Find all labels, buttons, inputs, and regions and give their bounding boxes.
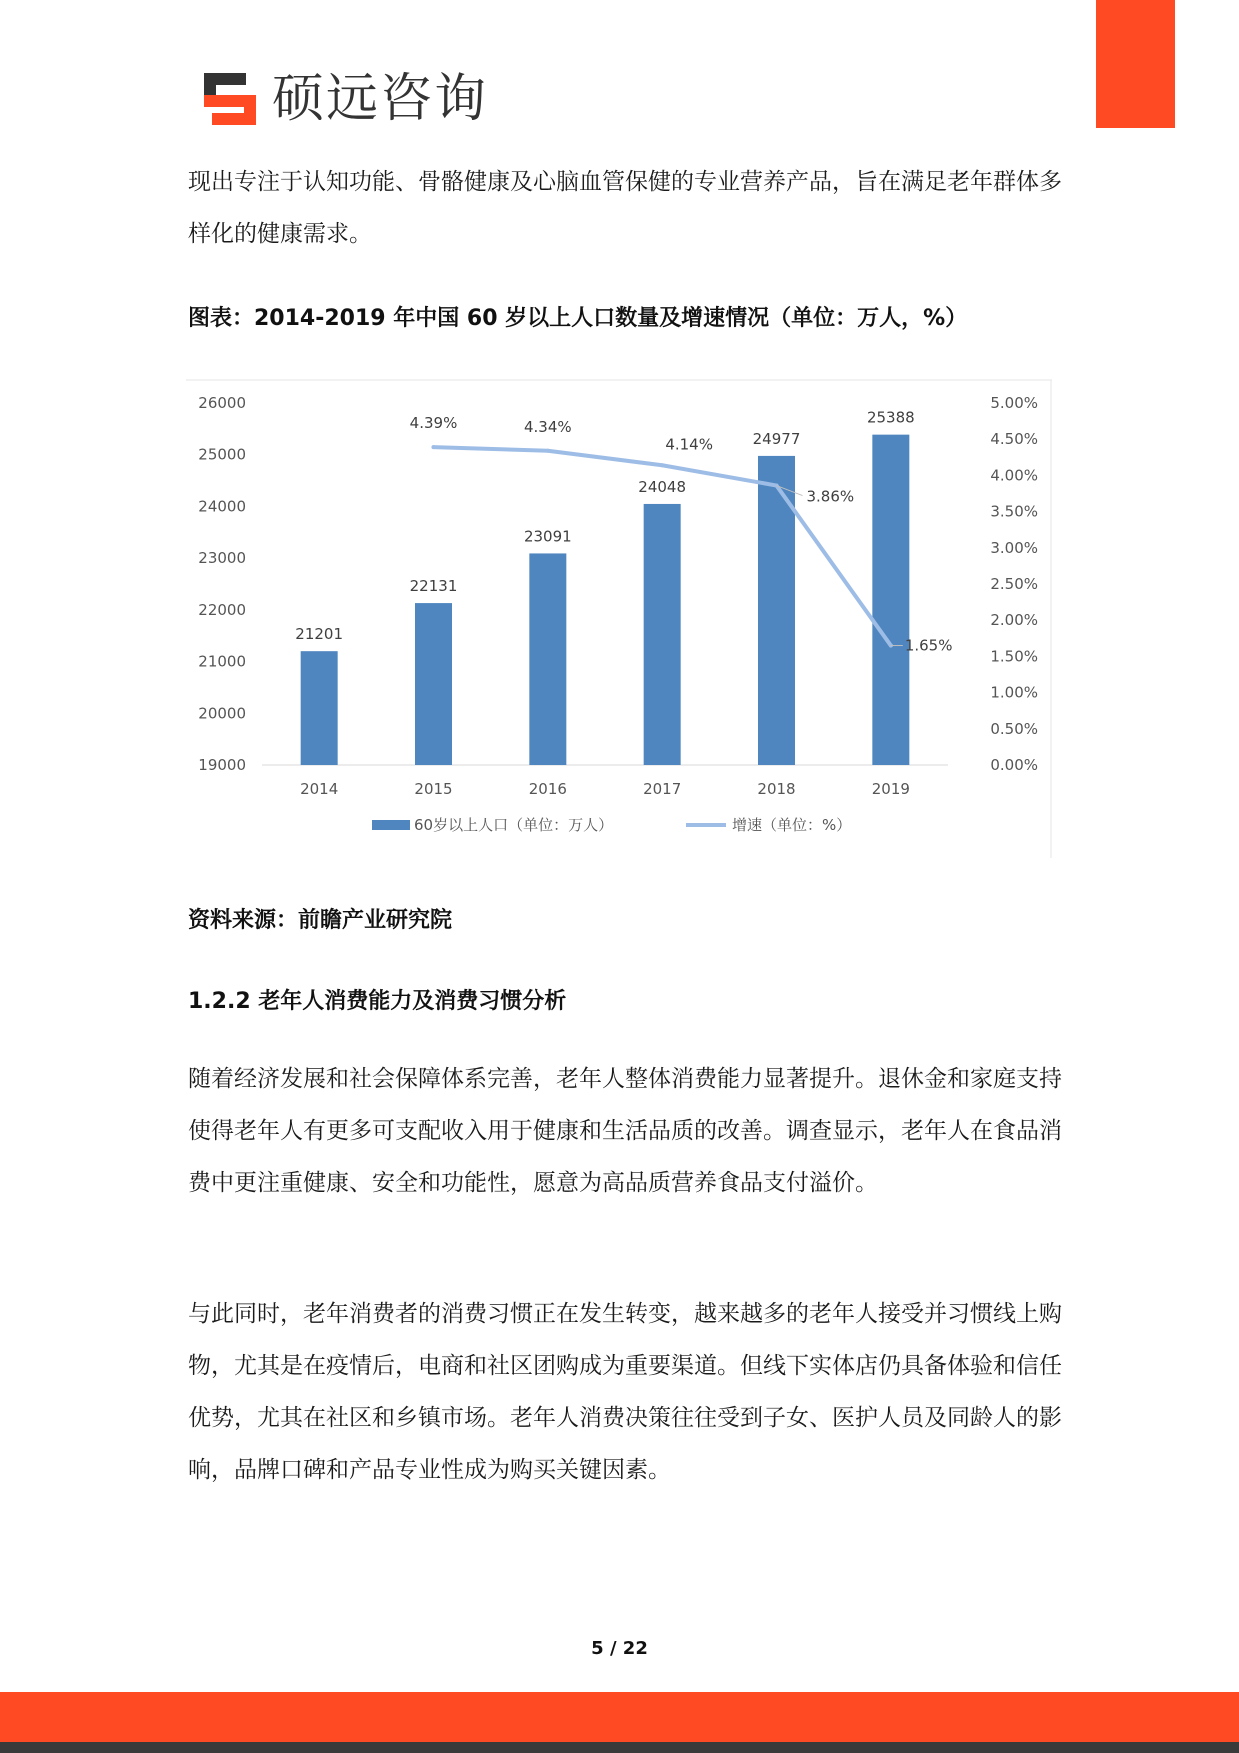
growth-data-label: 4.14% <box>665 435 713 454</box>
legend-label-population: 60岁以上人口（单位：万人） <box>414 816 614 834</box>
population-chart <box>186 378 1052 858</box>
x-tick-label: 2015 <box>414 780 453 798</box>
y-right-tick-label: 2.50% <box>990 575 1038 593</box>
y-left-tick-label: 26000 <box>198 394 246 412</box>
population-bar <box>301 651 338 765</box>
y-right-tick-label: 0.50% <box>990 719 1038 738</box>
population-bar <box>529 553 566 765</box>
brand-name: 硕远咨询 <box>272 69 489 129</box>
growth-rate-point <box>546 449 550 453</box>
population-chart-svg <box>186 378 1052 858</box>
y-left-tick-label: 21000 <box>198 652 246 671</box>
y-right-tick-label: 3.00% <box>990 538 1038 557</box>
bar-data-label: 23091 <box>523 527 572 546</box>
consumption-paragraph: 随着经济发展和社会保障体系完善，老年人整体消费能力显著提升。退休金和家庭支持使得老年人有更多可支配收入用于健康和生活品质的改善。调查显示，老年人在食品消费中更注重健康、安全和功能性，愿意为高品质营养食品支付溢价。 <box>188 1066 1062 1196</box>
population-bar <box>415 603 452 765</box>
corner-tab <box>1096 0 1175 128</box>
y-right-tick-label: 1.50% <box>990 647 1038 666</box>
y-right-tick-label: 1.00% <box>990 683 1038 702</box>
section-heading: 1.2.2 老年人消费能力及消费习惯分析 <box>188 989 567 1014</box>
x-tick-label: 2016 <box>528 780 567 798</box>
bar-data-label: 24977 <box>752 429 801 448</box>
page-number: 5 / 22 <box>591 1638 648 1659</box>
y-right-tick-label: 4.50% <box>990 430 1038 449</box>
habits-paragraph: 与此同时，老年消费者的消费习惯正在发生转变，越来越多的老年人接受并习惯线上购物，尤其是在疫情后，电商和社区团购成为重要渠道。但线下实体店仍具备体验和信任优势，尤其在社区和乡镇市场。老年人消费决策往往受到子女、医护人员及同龄人的影响，品牌口碑和产品专业性成为购买关键因素。 <box>188 1301 1062 1483</box>
x-tick-label: 2017 <box>643 780 682 798</box>
y-left-tick-label: 25000 <box>198 445 246 464</box>
population-bar <box>872 435 909 765</box>
figure-source: 资料来源：前瞻产业研究院 <box>188 908 453 933</box>
y-left-tick-label: 22000 <box>198 600 246 619</box>
y-left-tick-label: 20000 <box>198 704 246 723</box>
growth-rate-point <box>432 445 436 449</box>
y-right-tick-label: 0.00% <box>990 756 1038 774</box>
y-right-tick-label: 4.00% <box>990 466 1038 485</box>
bar-data-label: 24048 <box>638 477 687 496</box>
growth-data-label: 4.39% <box>409 414 458 433</box>
bar-data-label: 25388 <box>866 408 915 427</box>
y-right-tick-label: 5.00% <box>990 394 1038 412</box>
y-left-tick-label: 24000 <box>198 497 246 516</box>
brand-logo <box>200 68 488 130</box>
footer-bar <box>0 1692 1239 1742</box>
population-bar <box>644 504 681 765</box>
footer-strip <box>0 1742 1239 1753</box>
growth-rate-point <box>660 463 664 467</box>
y-right-tick-label: 3.50% <box>990 502 1038 521</box>
x-tick-label: 2018 <box>757 780 796 798</box>
figure-caption: 图表：2014-2019 年中国 60 岁以上人口数量及增速情况（单位：万人，%） <box>188 306 968 331</box>
growth-data-label: 1.65% <box>904 636 953 655</box>
growth-data-label: 4.34% <box>524 417 572 436</box>
bar-data-label: 21201 <box>295 625 344 644</box>
y-right-tick-label: 2.00% <box>990 611 1038 630</box>
x-tick-label: 2019 <box>871 780 910 798</box>
y-left-tick-label: 19000 <box>198 756 246 774</box>
bar-data-label: 22131 <box>409 577 458 596</box>
brand-logo-icon <box>200 71 260 127</box>
y-left-tick-label: 23000 <box>198 549 246 568</box>
legend-swatch-population <box>372 820 410 830</box>
growth-data-label: 3.86% <box>806 487 855 506</box>
legend-label-growth: 增速（单位：%） <box>732 816 852 834</box>
x-tick-label: 2014 <box>300 780 339 798</box>
intro-paragraph: 现出专注于认知功能、骨骼健康及心脑血管保健的专业营养产品，旨在满足老年群体多样化的健康需求。 <box>188 169 1062 247</box>
